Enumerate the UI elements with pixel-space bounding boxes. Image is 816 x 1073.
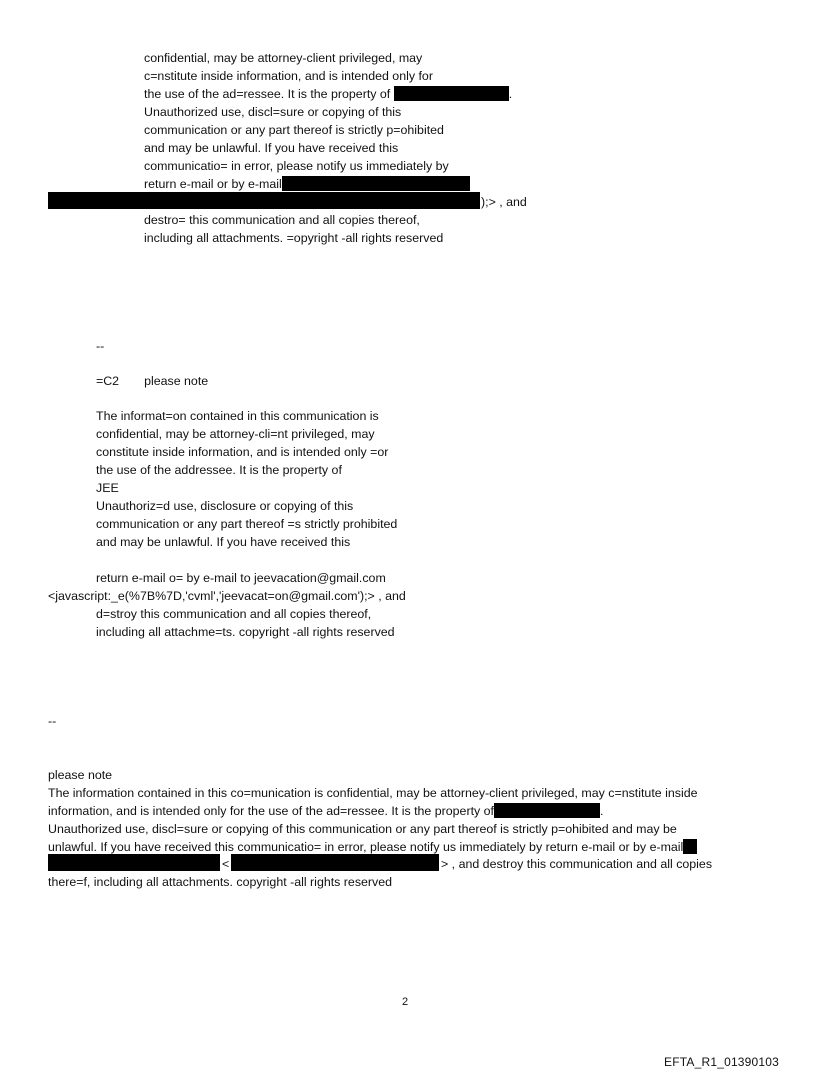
text-line: <javascript:_e(%7B%7D,'cvml','jeevacat=on@gmail.com');> , and xyxy=(48,589,406,603)
text-line: communication or any part thereof =s strictly prohibited xyxy=(96,517,398,531)
text-segment: return e-mail or by e-mail xyxy=(144,177,282,191)
text-line: communication or any part thereof is strictly p=ohibited xyxy=(144,123,444,137)
text-line: including all attachments. =opyright -all rights reserved xyxy=(144,231,444,245)
text-line: confidential, may be attorney-client privileged, may xyxy=(144,51,423,65)
redaction-box xyxy=(394,86,509,101)
text-segment: . xyxy=(599,804,604,818)
text-segment: < xyxy=(222,857,230,871)
text-line xyxy=(144,175,470,193)
text-segment: unlawful. If you have received this communicatio= in error, please notify us immediately by return e-mail or by e-mail xyxy=(48,840,684,854)
text-segment: the use of the ad=ressee. It is the property of xyxy=(144,87,391,101)
note-label: please note xyxy=(48,768,113,782)
text-line: destro= this communication and all copies thereof, xyxy=(144,213,420,227)
document-id: EFTA_R1_01390103 xyxy=(664,1055,780,1069)
redaction-box xyxy=(683,839,697,854)
text-line: and may be unlawful. If you have received this xyxy=(144,141,399,155)
text-line: communicatio= in error, please notify us immediately by xyxy=(144,159,449,173)
text-line: and may be unlawful. If you have received this xyxy=(96,535,351,549)
text-line: including all attachme=ts. copyright -all rights reserved xyxy=(96,625,395,639)
text-line: Unauthorized use, discl=sure or copying of this communication or any part thereof is strictly p=ohibited and may be xyxy=(48,822,677,836)
text-line: The information contained in this co=munication is confidential, may be attorney-client privileged, may c=nstitute inside xyxy=(48,786,698,800)
text-line: c=nstitute inside information, and is intended only for xyxy=(144,69,433,83)
text-line: return e-mail o= by e-mail to jeevacation@gmail.com xyxy=(96,571,386,585)
separator: -- xyxy=(96,339,105,353)
separator: -- xyxy=(48,714,57,728)
text-segment: . xyxy=(508,87,513,101)
page-number: 2 xyxy=(402,996,409,1008)
redaction-box xyxy=(48,854,220,871)
text-line: Unauthorized use, discl=sure or copying of this xyxy=(144,105,402,119)
note-prefix: =C2 xyxy=(96,374,120,388)
text-line: confidential, may be attorney-cli=nt privileged, may xyxy=(96,427,375,441)
note-header xyxy=(96,372,208,390)
text-line: constitute inside information, and is intended only =or xyxy=(96,445,389,459)
text-line: there=f, including all attachments. copyright -all rights reserved xyxy=(48,875,393,889)
text-line: the use of the addressee. It is the property of xyxy=(96,463,342,477)
text-segment: > , and destroy this communication and all copies xyxy=(441,857,713,871)
text-line: );> , and xyxy=(481,195,527,209)
text-segment: information, and is intended only for the use of the ad=ressee. It is the property of xyxy=(48,804,494,818)
redaction-box xyxy=(48,192,480,209)
text-line: JEE xyxy=(96,481,119,495)
redaction-box xyxy=(494,803,600,818)
text-line xyxy=(144,85,512,103)
text-line: Unauthoriz=d use, disclosure or copying of this xyxy=(96,499,354,513)
text-line: d=stroy this communication and all copies thereof, xyxy=(96,607,372,621)
redaction-box xyxy=(231,854,439,871)
redaction-box xyxy=(282,176,470,191)
note-label: please note xyxy=(144,374,209,388)
text-line: The informat=on contained in this communication is xyxy=(96,409,379,423)
text-line xyxy=(48,802,603,820)
